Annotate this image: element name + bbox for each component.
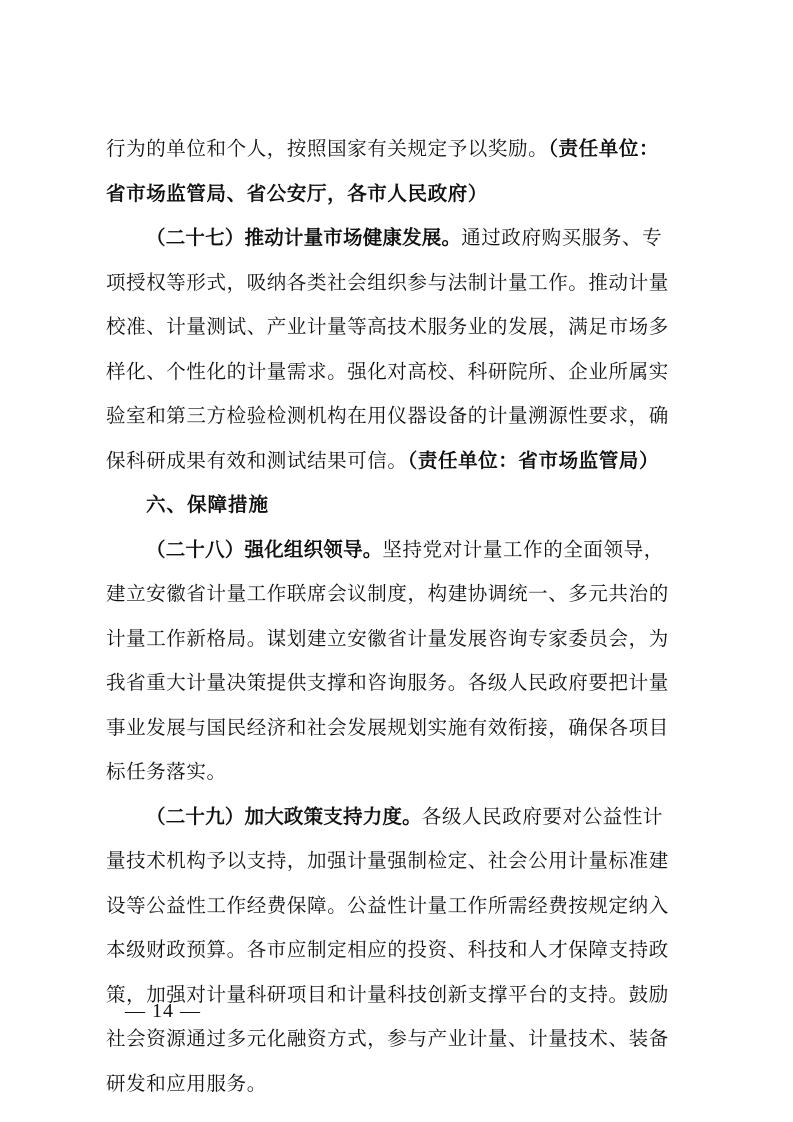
paragraph-line: 计量工作新格局。谋划建立安徽省计量发展咨询专家委员会，为 — [106, 626, 669, 650]
clause-heading-28: （二十八）强化组织领导。 — [146, 537, 383, 561]
paragraph-line: 社会资源通过多元化融资方式，参与产业计量、计量技术、装备 — [106, 1027, 669, 1050]
paragraph-line — [106, 795, 696, 840]
paragraph-line: 设等公益性工作经费保障。公益性计量工作所需经费按规定纳入 — [106, 893, 669, 917]
responsibility-label: （责任单位：省市场监管局） — [407, 448, 660, 472]
paragraph-line: 研发和应用服务。 — [106, 1071, 267, 1095]
section-heading: 六、保障措施 — [146, 493, 270, 516]
text-run: 通过政府购买服务、专 — [461, 226, 663, 249]
paragraph-line: 样化、个性化的计量需求。强化对高校、科研院所、企业所属实 — [106, 359, 669, 383]
responsibility-units: 省市场监管局、省公安厅，各市人民政府） — [106, 181, 488, 205]
paragraph-line: 量技术机构予以支持，加强计量强制检定、社会公用计量标准建 — [106, 849, 669, 872]
paragraph-line: 建立安徽省计量工作联席会议制度，构建协调统一、多元共治的 — [106, 582, 669, 605]
paragraph-line — [106, 127, 696, 172]
clause-heading-29: （二十九）加大政策支持力度。 — [146, 804, 422, 828]
clause-heading-27: （二十七）推动计量市场健康发展。 — [146, 226, 462, 249]
body-text — [106, 127, 696, 1106]
paragraph-line — [106, 528, 696, 573]
paragraph-line: 本级财政预算。各市应制定相应的投资、科技和人才保障支持政 — [106, 938, 669, 961]
text-run: 各级人民政府要对公益性计 — [421, 804, 664, 828]
paragraph-line: 我省重大计量决策提供支撑和咨询服务。各级人民政府要把计量 — [106, 671, 669, 694]
paragraph-line — [106, 439, 696, 484]
text-run: 保科研成果有效和测试结果可信。 — [106, 448, 408, 472]
paragraph-line — [106, 216, 696, 261]
page-number: — 14 — — [125, 1000, 201, 1022]
text-run: 坚持党对计量工作的全面领导， — [382, 537, 664, 561]
paragraph-line — [106, 172, 696, 217]
paragraph-line: 标任务落实。 — [106, 760, 227, 783]
text-run: 行为的单位和个人，按照国家有关规定予以奖励。 — [106, 137, 549, 160]
responsibility-label: （责任单位： — [548, 137, 660, 160]
paragraph-line: 校准、计量测试、产业计量等高技术服务业的发展，满足市场多 — [106, 315, 669, 338]
paragraph-line: 策，加强对计量科研项目和计量科技创新支撑平台的支持。鼓励 — [106, 982, 669, 1006]
paragraph-line: 验室和第三方检验检测机构在用仪器设备的计量溯源性要求，确 — [106, 404, 669, 427]
paragraph-line: 项授权等形式，吸纳各类社会组织参与法制计量工作。推动计量 — [106, 270, 669, 294]
paragraph-line: 事业发展与国民经济和社会发展规划实施有效衔接，确保各项目 — [106, 715, 669, 739]
